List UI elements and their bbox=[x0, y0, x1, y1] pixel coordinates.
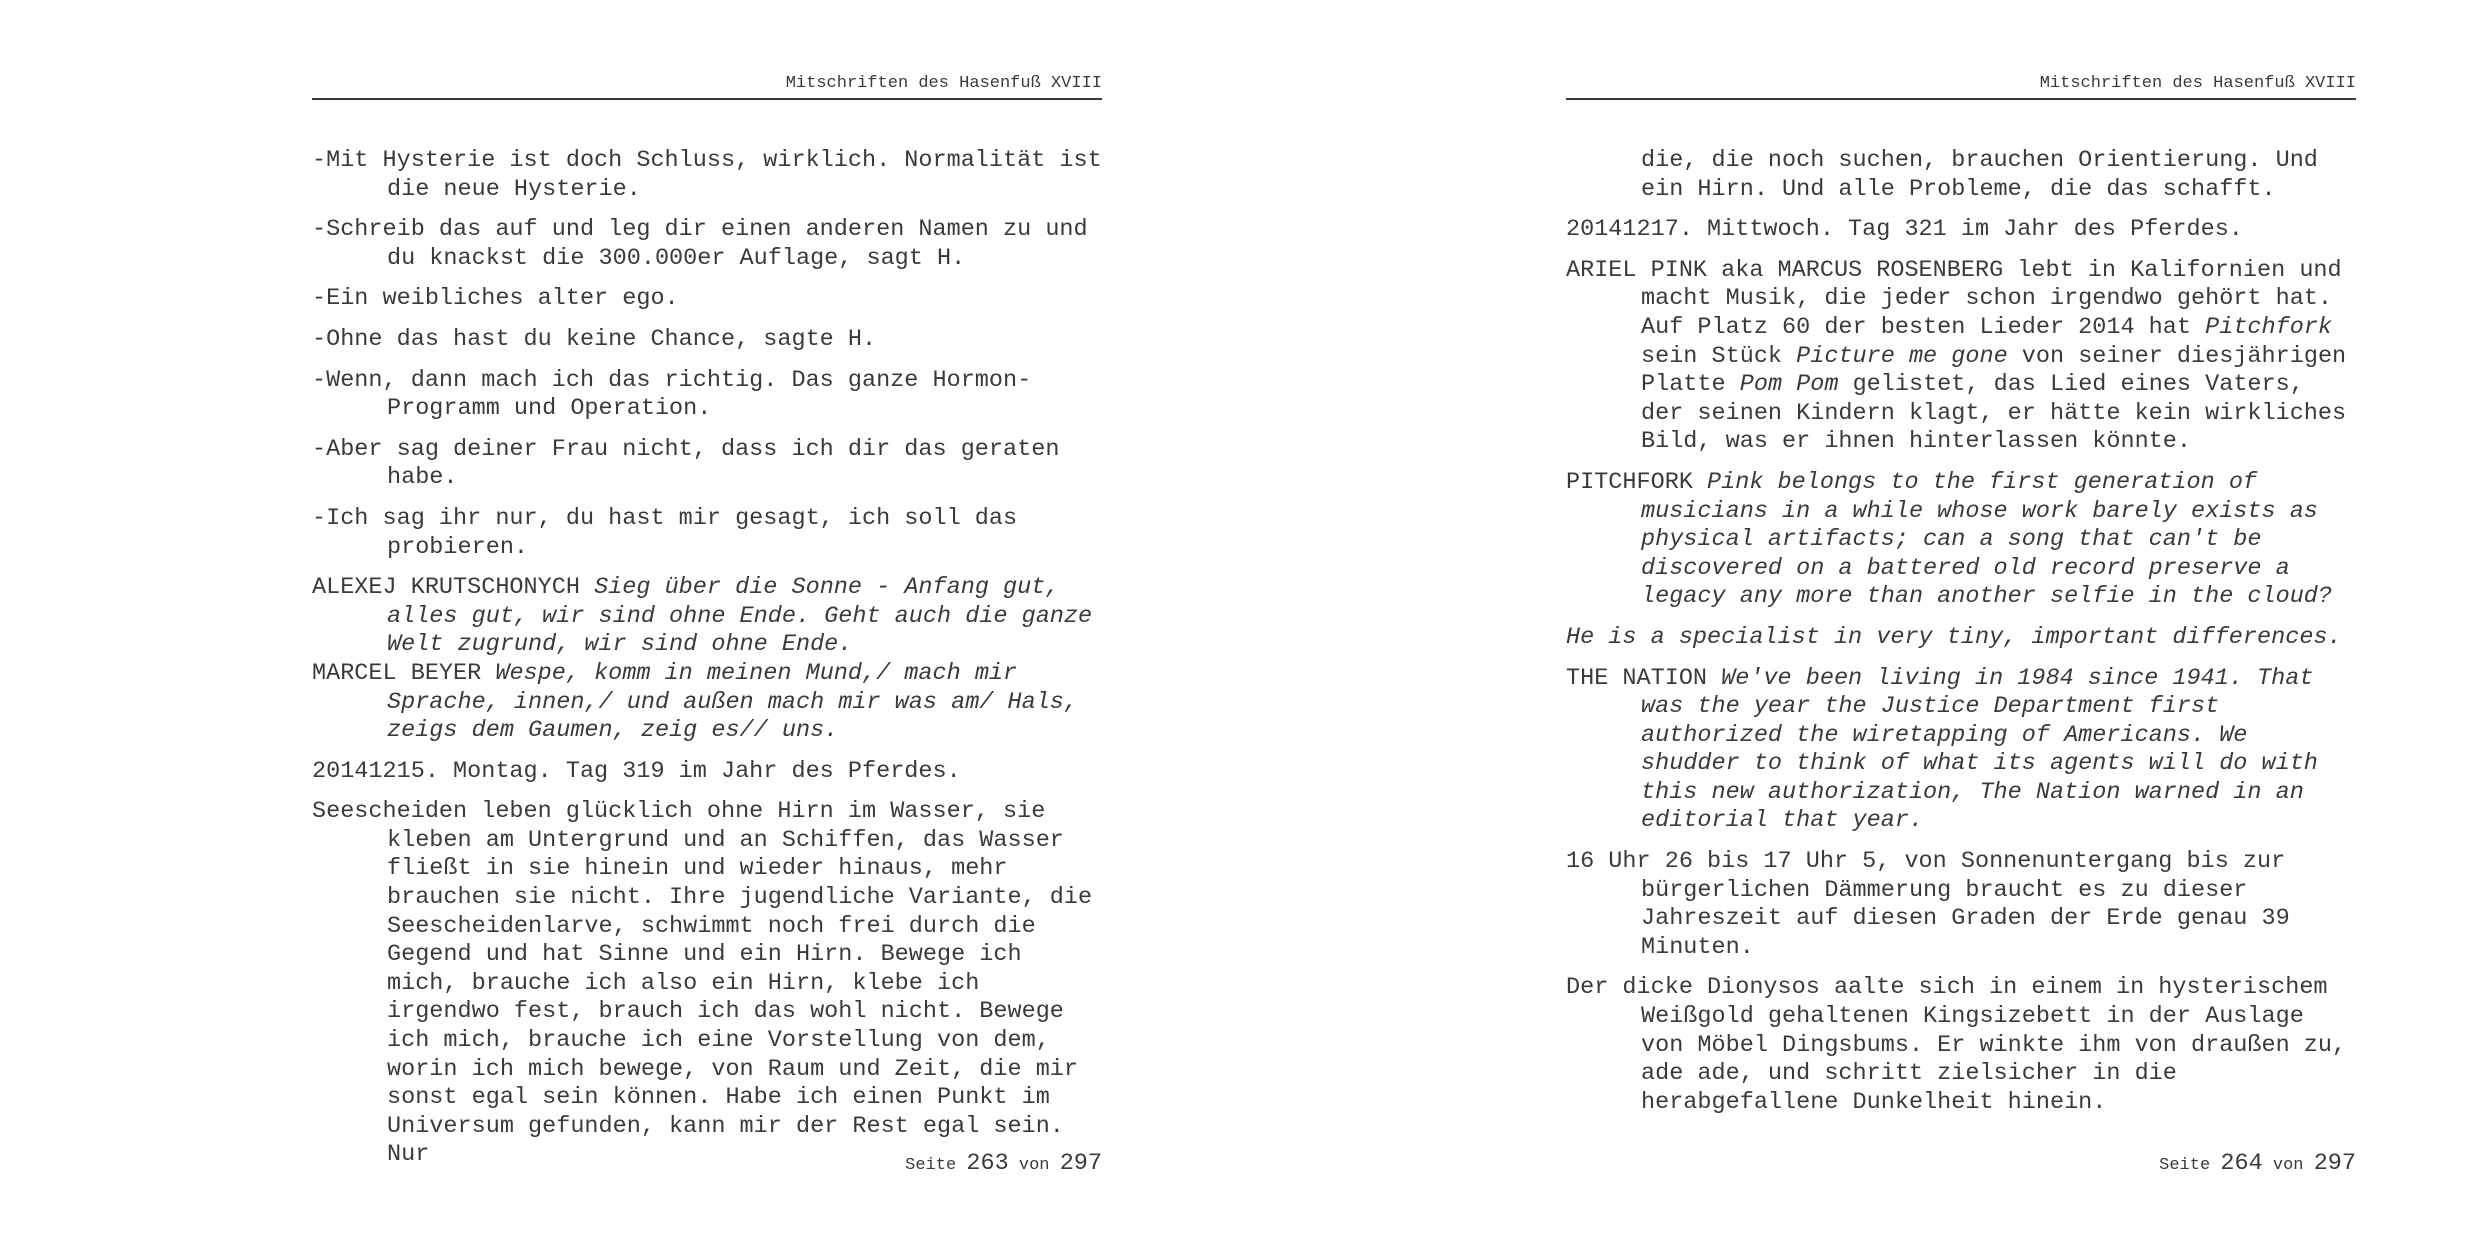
quote-text: Pink belongs to the first generation of musicians in a while whose work barely exists as physical artifacts; can a song that can't be discovered on a battered old record preserve a legacy any more than another selfie in the cloud? bbox=[1641, 468, 2333, 611]
page-body bbox=[312, 147, 1102, 1182]
paragraph: -Ein weibliches alter ego. bbox=[312, 285, 679, 313]
running-header: Mitschriften des Hasenfuß XVIII bbox=[312, 72, 1102, 100]
left-page bbox=[312, 0, 1102, 1240]
footer-sep: von bbox=[2272, 1156, 2304, 1175]
text-run: gelistet, das Lied eines Vaters, der seinen Kindern klagt, er hätte kein wirkliches Bild, was er ihnen hinterlassen könnte. bbox=[1641, 371, 2347, 456]
paragraph: -Aber sag deiner Frau nicht, dass ich dir das geraten habe. bbox=[312, 435, 1060, 492]
paragraph: -Ich sag ihr nur, du hast mir gesagt, ich soll das probieren. bbox=[312, 504, 1018, 561]
paragraph: Der dicke Dionysos aalte sich in einem in hysterischem Weißgold gehaltenen Kingsizebett in der Auslage von Möbel Dingsbums. Er winkte ihm von draußen zu, ade ade, und schritt zielsicher in die herabgefallene Dunkelheit hinein. bbox=[1566, 974, 2347, 1116]
footer-prefix: Seite bbox=[2159, 1156, 2211, 1175]
right-page bbox=[1566, 0, 2356, 1240]
paragraph: He is a specialist in very tiny, important differences. bbox=[1566, 623, 2342, 651]
page-footer bbox=[1566, 1148, 2356, 1182]
date-entry: 20141215. Montag. Tag 319 im Jahr des Pferdes. bbox=[312, 757, 961, 785]
text-run-italic: Picture me gone bbox=[1796, 342, 2008, 370]
date-entry: 20141217. Mittwoch. Tag 321 im Jahr des Pferdes. bbox=[1566, 216, 2243, 244]
quote-text: We've been living in 1984 since 1941. That was the year the Justice Department first authorized the wiretapping of Americans. We shudder to think of what its agents will do with this new authorization, The Nation warned in an editorial that year. bbox=[1641, 664, 2318, 835]
paragraph bbox=[1566, 257, 2356, 457]
quote-paragraph bbox=[312, 660, 1102, 746]
page-number: 264 bbox=[2220, 1150, 2263, 1177]
paragraph: -Wenn, dann mach ich das richtig. Das ganze Hormon-Programm und Operation. bbox=[312, 366, 1032, 423]
page-total: 297 bbox=[2313, 1150, 2356, 1177]
page-body bbox=[1566, 147, 2356, 1129]
footer-sep: von bbox=[1018, 1156, 1050, 1175]
paragraph: -Schreib das auf und leg dir einen anderen Namen zu und du knackst die 300.000er Auflage, sagt H. bbox=[312, 216, 1088, 272]
text-run: von seiner diesjährigen Platte bbox=[1641, 342, 2347, 399]
page-footer bbox=[312, 1148, 1102, 1182]
quote-author: ALEXEJ KRUTSCHONYCH bbox=[312, 574, 580, 602]
footer-prefix: Seite bbox=[905, 1156, 957, 1175]
quote-paragraph bbox=[1566, 665, 2356, 837]
quote-paragraph bbox=[312, 574, 1102, 660]
text-run: sein Stück bbox=[1641, 342, 1783, 370]
paragraph: 16 Uhr 26 bis 17 Uhr 5, von Sonnenuntergang bis zur bürgerlichen Dämmerung braucht es zu dieser Jahreszeit auf diesen Graden der Erde genau 39 Minuten. bbox=[1566, 848, 2290, 961]
page-number: 263 bbox=[966, 1150, 1009, 1177]
paragraph: die, die noch suchen, brauchen Orientierung. Und ein Hirn. Und alle Probleme, die das schafft. bbox=[1641, 147, 2318, 203]
quote-author: PITCHFORK bbox=[1566, 468, 1693, 496]
quote-text: Sieg über die Sonne - Anfang gut, alles gut, wir sind ohne Ende. Geht auch die ganze Welt zugrund, wir sind ohne Ende. bbox=[387, 574, 1093, 659]
quote-text: Wespe, komm in meinen Mund,/ mach mir Sprache, innen,/ und außen mach mir was am/ Hals, zeigs dem Gaumen, zeig es// uns. bbox=[387, 659, 1079, 745]
text-run-italic: Pom Pom bbox=[1739, 371, 1839, 399]
page-total: 297 bbox=[1059, 1150, 1102, 1177]
paragraph: -Mit Hysterie ist doch Schluss, wirklich. Normalität ist die neue Hysterie. bbox=[312, 147, 1102, 203]
quote-paragraph bbox=[1566, 469, 2356, 612]
quote-author: THE NATION bbox=[1566, 664, 1708, 692]
text-run-italic: Pitchfork bbox=[2205, 313, 2333, 341]
quote-author: MARCEL BEYER bbox=[312, 659, 482, 687]
paragraph: Seescheiden leben glücklich ohne Hirn im Wasser, sie kleben am Untergrund und an Schiffen, das Wasser fließt in sie hinein und wieder hinaus, mehr brauchen sie nicht. Ihre jugendliche Variante, die Seescheidenlarve, schwimmt noch frei durch die Gegend und hat Sinne und ein Hirn. Bewege ich mich, brauche ich also ein Hirn, klebe ich irgendwo fest, brauch ich das wohl nicht. Bewege ich mich, brauche ich eine Vorstellung von dem, worin ich mich bewege, von Raum und Zeit, die mir sonst egal sein können. Habe ich einen Punkt im Universum gefunden, kann mir der Rest egal sein. Nur bbox=[312, 798, 1093, 1169]
paragraph: -Ohne das hast du keine Chance, sagte H. bbox=[312, 325, 877, 353]
running-header: Mitschriften des Hasenfuß XVIII bbox=[1566, 72, 2356, 100]
text-run: ARIEL PINK aka MARCUS ROSENBERG lebt in Kalifornien und macht Musik, die jeder schon irgendwo gehört hat. Auf Platz 60 der besten Lieder 2014 hat bbox=[1566, 256, 2342, 341]
